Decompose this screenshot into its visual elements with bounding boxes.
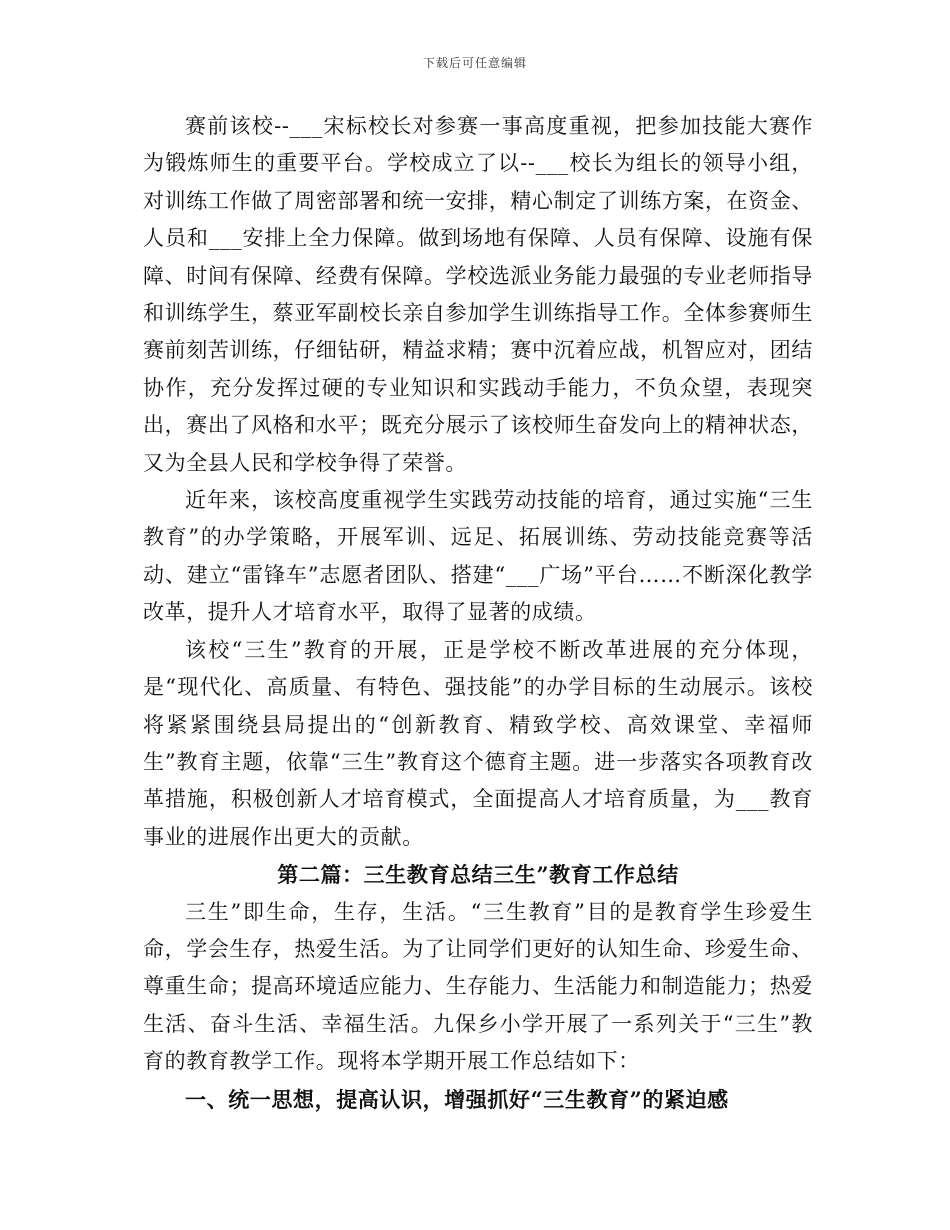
paragraph-three-life-definition: 三生”即生命，生存，生活。“三生教育”目的是教育学生珍爱生命，学会生存，热爱生活。为了让同学们更好的认知生命、珍爱生命、尊重生命；提高环境适应能力、生存能力、生活能力和制造能力；热爱生活、奋斗生活、幸福生活。九保乡小学开展了一系列关于“三生”教育的教育教学工作。现将本学期开展工作总结如下： <box>143 899 813 1074</box>
paragraph-recent-years: 近年来，该校高度重视学生实践劳动技能的培育，通过实施“三生教育”的办学策略，开展军训、远足、拓展训练、劳动技能竞赛等活动、建立“雷锋车”志愿者团队、搭建“___广场”平台……不断深化教学改革，提升人才培育水平，取得了显著的成绩。 <box>143 488 813 625</box>
header-note: 下载后可任意编辑 <box>422 56 527 70</box>
paragraph-three-life-education: 该校“三生”教育的开展，正是学校不断改革进展的充分体现，是“现代化、高质量、有特色、强技能”的办学目标的生动展示。该校将紧紧围绕县局提出的“创新教育、精致学校、高效课堂、幸福师生”教育主题，依靠“三生”教育这个德育主题。进一步落实各项教育改革措施，积极创新人才培育模式，全面提高人才培育质量，为___教育事业的进展作出更大的贡献。 <box>143 637 813 849</box>
document-body <box>143 108 813 1118</box>
paragraph-competition-preparation: 赛前该校--___宋标校长对参赛一事高度重视，把参加技能大赛作为锻炼师生的重要平台。学校成立了以--___校长为组长的领导小组，对训练工作做了周密部署和统一安排，精心制定了训练方案，在资金、人员和___安排上全力保障。做到场地有保障、人员有保障、设施有保障、时间有保障、经费有保障。学校选派业务能力最强的专业老师指导和训练学生，蔡亚军副校长亲自参加学生训练指导工作。全体参赛师生赛前刻苦训练，仔细钻研，精益求精；赛中沉着应战，机智应对，团结协作，充分发挥过硬的专业知识和实践动手能力，不负众望，表现突出，赛出了风格和水平；既充分展示了该校师生奋发向上的精神状态，又为全县人民和学校争得了荣誉。 <box>143 114 813 475</box>
section-title: 第二篇：三生教育总结三生”教育工作总结 <box>277 862 679 888</box>
subheading-unify-thinking: 一、统一思想，提高认识，增强抓好“三生教育”的紧迫感 <box>185 1086 729 1112</box>
